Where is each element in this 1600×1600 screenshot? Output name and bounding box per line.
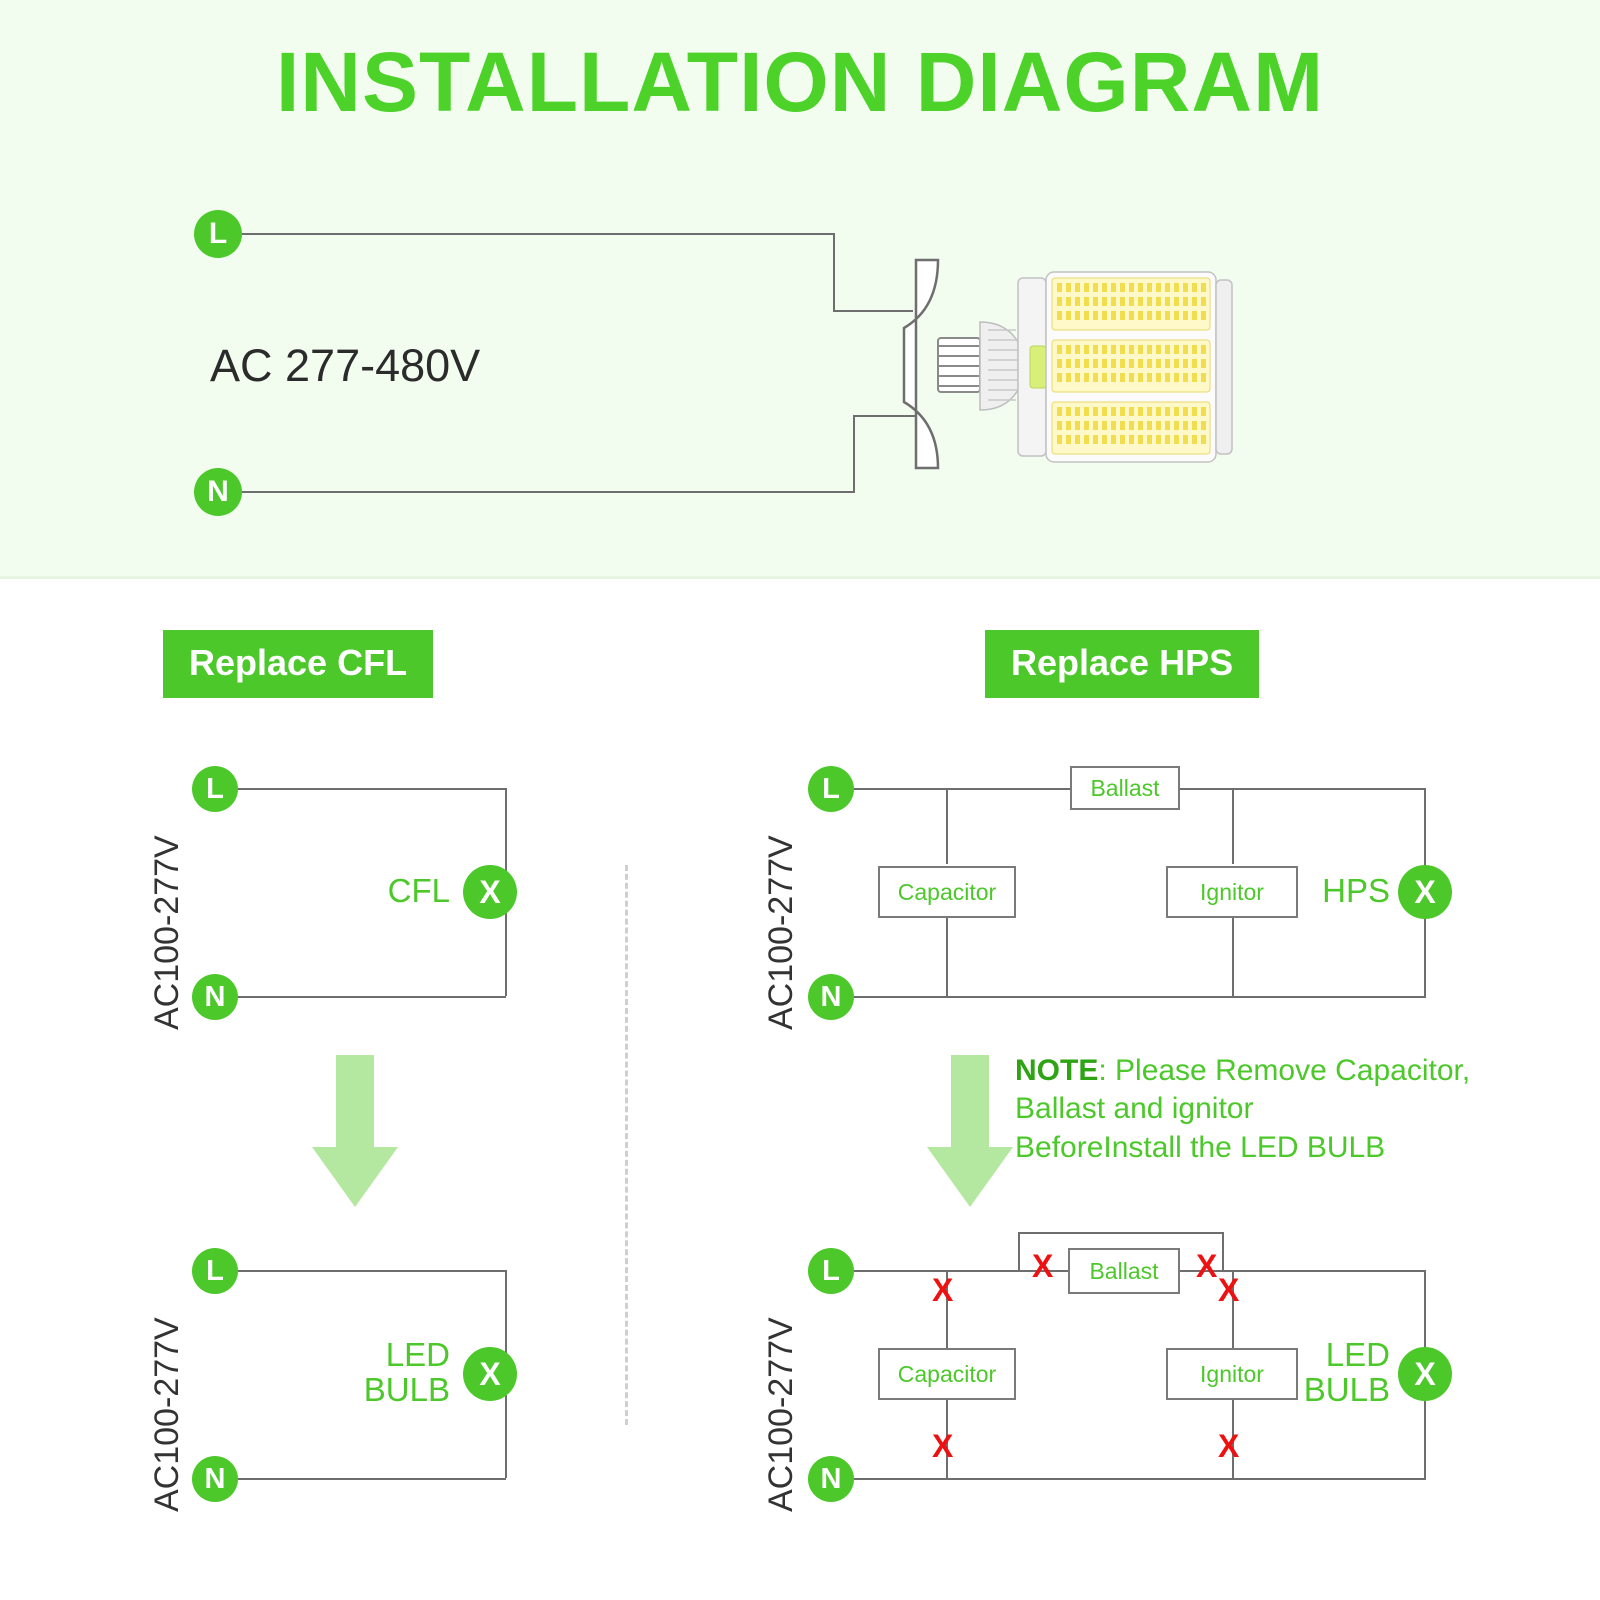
hps-before-lamp-symbol: X (1398, 865, 1452, 919)
hps-after-wire-ballast-right (1222, 1232, 1224, 1270)
hps-before-lamp-label: HPS (1322, 872, 1390, 909)
cfl-after-lamp-label (330, 1338, 450, 1407)
cfl-before-wire-bottom (238, 996, 506, 998)
hps-after-terminal-line: L (808, 1248, 854, 1294)
wire-line-down (833, 233, 835, 311)
hps-after-voltage-label: AC100-277V (762, 1317, 800, 1512)
hps-before-ballast-box: Ballast (1070, 766, 1180, 810)
cfl-after-voltage-label: AC100-277V (148, 1317, 186, 1512)
panel-divider (0, 576, 1600, 579)
hps-after-lamp-label-line2: BULB (1303, 1370, 1390, 1408)
hps-transition-arrow (925, 1055, 1015, 1215)
hps-before-capacitor-box: Capacitor (878, 866, 1016, 918)
top-voltage-label: AC 277-480V (210, 340, 481, 391)
cut-mark-capacitor-top: X (932, 1272, 954, 1308)
hps-after-wire-bottom (854, 1478, 1426, 1480)
hps-note-line1: : Please Remove Capacitor, (1098, 1054, 1471, 1087)
cfl-before-terminal-line: L (192, 766, 238, 812)
hps-before-ignitor-box: Ignitor (1166, 866, 1298, 918)
hps-before-wire-ign-top (1232, 788, 1234, 864)
hps-before-wire-top-left (854, 788, 1070, 790)
hps-after-lamp-symbol: X (1398, 1347, 1452, 1401)
cfl-before-voltage-label: AC100-277V (148, 835, 186, 1030)
cfl-after-terminal-line: L (192, 1248, 238, 1294)
cut-mark-ignitor-top: X (1218, 1272, 1240, 1308)
cfl-after-wire-bottom (238, 1478, 506, 1480)
section-header-cfl: Replace CFL (163, 630, 433, 698)
section-header-hps: Replace HPS (985, 630, 1259, 698)
cut-mark-ballast-right: X (1196, 1248, 1218, 1284)
hps-note-prefix: NOTE (1015, 1054, 1099, 1087)
cfl-before-lamp-symbol: X (463, 865, 517, 919)
cut-mark-capacitor-bottom: X (932, 1428, 954, 1464)
hps-before-wire-top-right (1180, 788, 1426, 790)
hps-after-wire-ballast-left (1018, 1232, 1020, 1270)
hps-after-lamp-label (1288, 1338, 1390, 1407)
hps-after-lamp-label-line1: LED (1325, 1336, 1390, 1373)
hps-note (1015, 1052, 1535, 1167)
wire-neutral-up (853, 415, 855, 493)
top-terminal-line: L (194, 210, 242, 258)
hps-note-line3: BeforeInstall the LED BULB (1015, 1130, 1386, 1164)
hps-before-terminal-neutral: N (808, 974, 854, 1020)
cut-mark-ballast-left: X (1032, 1248, 1054, 1284)
hps-before-wire-bottom (854, 996, 1426, 998)
page-title: INSTALLATION DIAGRAM (275, 35, 1325, 129)
hps-after-wire-ballast-top (1018, 1232, 1224, 1234)
hps-after-capacitor-box: Capacitor (878, 1348, 1016, 1400)
hps-note-line2: Ballast and ignitor (1015, 1092, 1254, 1126)
cfl-transition-arrow (310, 1055, 400, 1215)
hps-before-terminal-line: L (808, 766, 854, 812)
cfl-before-wire-top (238, 788, 506, 790)
cfl-before-lamp-label: CFL (387, 872, 450, 909)
section-divider (625, 865, 628, 1425)
hps-before-wire-cap-bottom (946, 918, 948, 996)
hps-after-terminal-neutral: N (808, 1456, 854, 1502)
cfl-after-lamp-symbol: X (463, 1347, 517, 1401)
cfl-after-lamp-label-line2: BULB (363, 1370, 450, 1408)
top-diagram-panel (0, 0, 1600, 578)
cfl-after-terminal-neutral: N (192, 1456, 238, 1502)
hps-after-ballast-box: Ballast (1068, 1248, 1180, 1294)
top-terminal-neutral: N (194, 468, 242, 516)
wire-neutral-bottom (242, 491, 855, 493)
hps-before-voltage-label: AC100-277V (762, 835, 800, 1030)
cfl-before-terminal-neutral: N (192, 974, 238, 1020)
led-corn-bulb-illustration (880, 250, 1260, 480)
wire-line-top (242, 233, 834, 235)
hps-before-wire-ign-bottom (1232, 918, 1234, 996)
cfl-after-lamp-label-line1: LED (385, 1336, 450, 1373)
cut-mark-ignitor-bottom: X (1218, 1428, 1240, 1464)
hps-after-ignitor-box: Ignitor (1166, 1348, 1298, 1400)
hps-before-wire-cap-top (946, 788, 948, 864)
cfl-after-wire-top (238, 1270, 506, 1272)
